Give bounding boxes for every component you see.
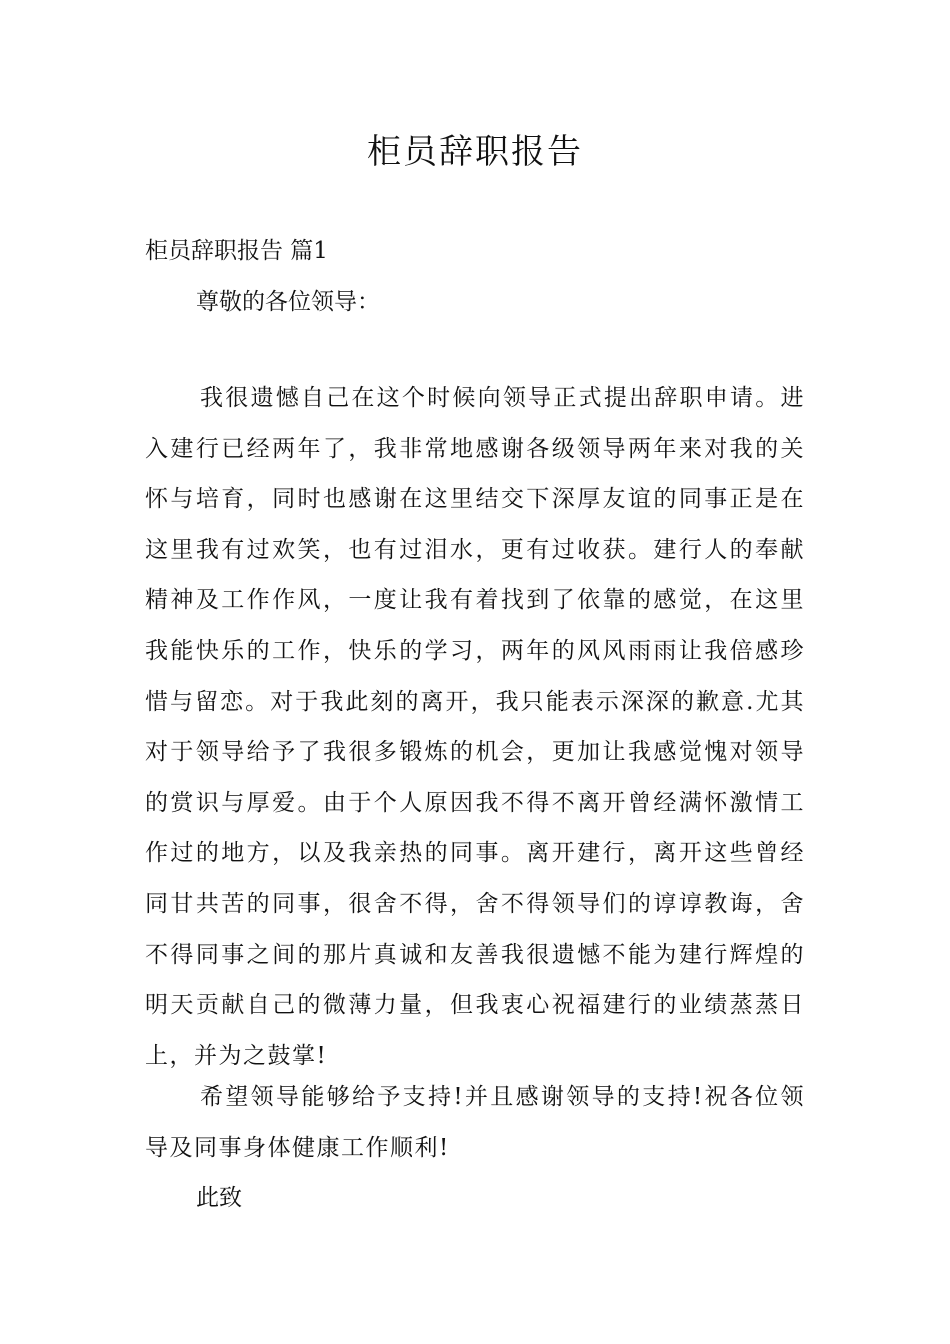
closing-line: 此致: [196, 1185, 242, 1211]
salutation: 尊敬的各位领导：: [196, 289, 380, 315]
body-paragraph: 希望领导能够给予支持!并且感谢领导的支持!祝各位领导及同事身体健康工作顺利!: [145, 1084, 805, 1161]
body-paragraph: 我很遗憾自己在这个时候向领导正式提出辞职申请。进入建行已经两年了，我非常地感谢各级领导两年来对我的关怀与培育，同时也感谢在这里结交下深厚友谊的同事正是在这里我有过欢笑，也有过泪水，更有过收获。建行人的奉献精神及工作作风，一度让我有着找到了依靠的感觉，在这里我能快乐的工作，快乐的学习，两年的风风雨雨让我倍感珍惜与留恋。对于我此刻的离开，我只能表示深深的歉意.尤其对于领导给予了我很多锻炼的机会，更加让我感觉愧对领导的赏识与厚爱。由于个人原因我不得不离开曾经满怀激情工作过的地方，以及我亲热的同事。离开建行，离开这些曾经同甘共苦的同事，很舍不得，舍不得领导们的谆谆教诲，舍不得同事之间的那片真诚和友善我很遗憾不能为建行辉煌的明天贡献自己的微薄力量，但我衷心祝福建行的业绩蒸蒸日上，并为之鼓掌!: [145, 385, 805, 1069]
section-heading: 柜员辞职报告 篇1: [145, 238, 328, 264]
document-title: 柜员辞职报告: [367, 132, 583, 172]
